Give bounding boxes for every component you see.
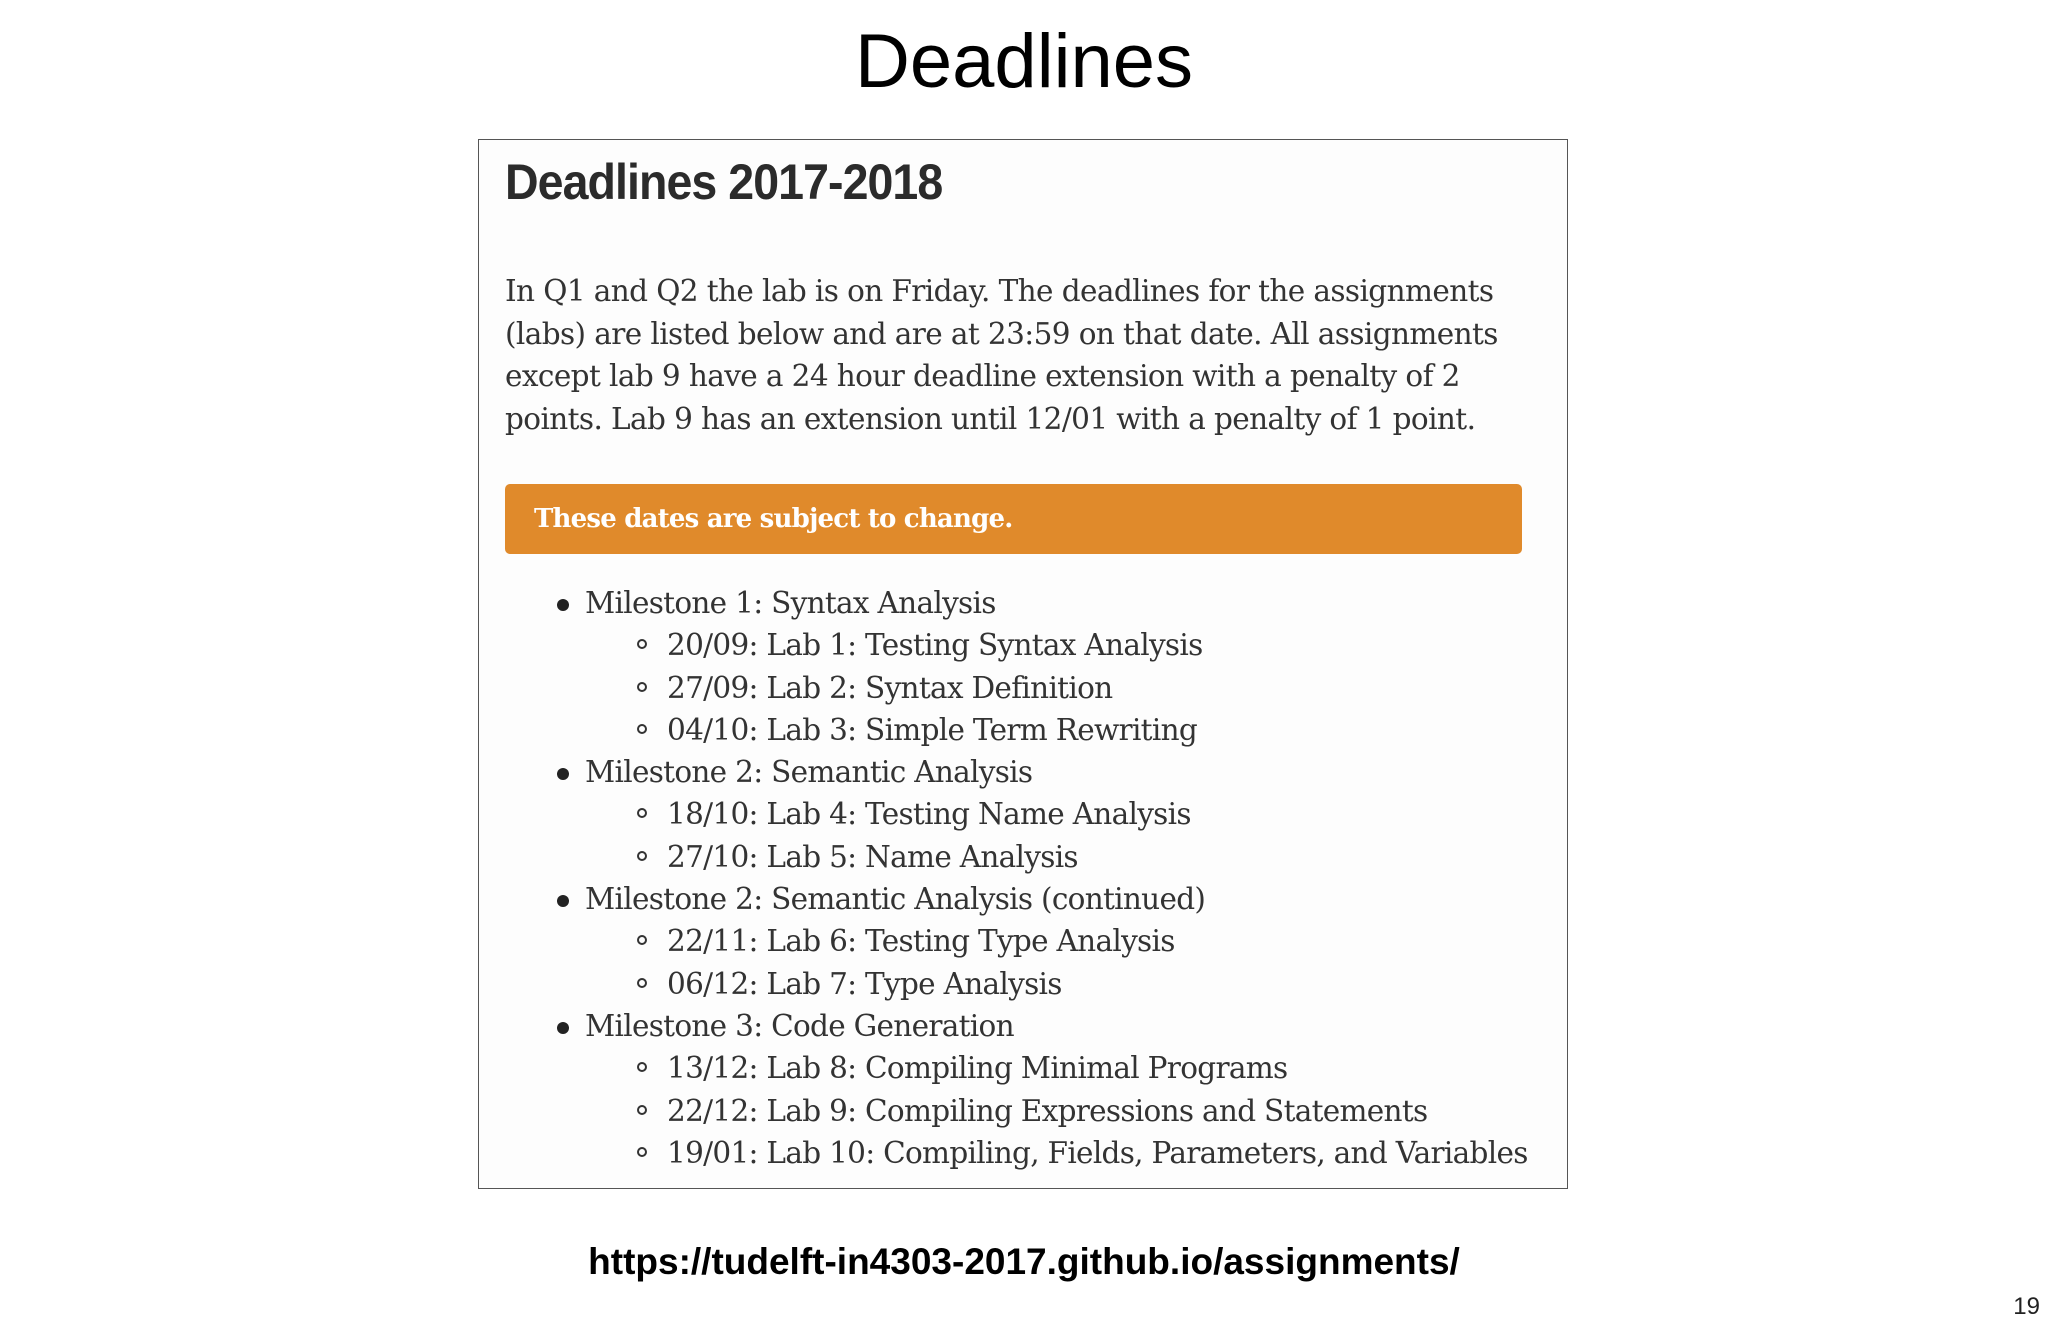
- lab-item: [585, 920, 1555, 962]
- lab-item: [585, 709, 1555, 751]
- milestone-item: [505, 1005, 1555, 1174]
- lab-list: [585, 624, 1555, 751]
- bullet-circle-icon: [637, 1147, 647, 1157]
- lab-item: [585, 667, 1555, 709]
- bullet-circle-icon: [637, 851, 647, 861]
- milestone-item: [505, 582, 1555, 751]
- lab-label: 19/01: Lab 10: Compiling, Fields, Parameters, and Variables: [667, 1135, 1528, 1170]
- lab-label: 04/10: Lab 3: Simple Term Rewriting: [667, 712, 1198, 747]
- lab-item: [585, 1090, 1555, 1132]
- lab-list: [585, 1047, 1555, 1174]
- lab-list: [585, 920, 1555, 1005]
- bullet-circle-icon: [637, 1062, 647, 1072]
- lab-item: [585, 836, 1555, 878]
- milestone-item: [505, 751, 1555, 878]
- lab-label: 27/10: Lab 5: Name Analysis: [667, 839, 1078, 874]
- milestone-label: Milestone 2: Semantic Analysis (continued): [585, 882, 1206, 917]
- lab-item: [585, 1132, 1555, 1174]
- lab-item: [585, 793, 1555, 835]
- lab-item: [585, 963, 1555, 1005]
- alert-banner: [505, 484, 1522, 554]
- bullet-circle-icon: [637, 724, 647, 734]
- lab-item: [585, 624, 1555, 666]
- lab-label: 06/12: Lab 7: Type Analysis: [667, 966, 1062, 1001]
- milestone-label: Milestone 3: Code Generation: [585, 1008, 1014, 1043]
- milestone-label: Milestone 2: Semantic Analysis: [585, 755, 1033, 790]
- lab-item: [585, 1047, 1555, 1089]
- bullet-disc-icon: [557, 1022, 569, 1034]
- page-number: 19: [2013, 1293, 2040, 1320]
- slide-title: Deadlines: [855, 19, 1193, 104]
- lab-label: 27/09: Lab 2: Syntax Definition: [667, 670, 1113, 705]
- bullet-circle-icon: [637, 808, 647, 818]
- bullet-disc-icon: [557, 895, 569, 907]
- bullet-circle-icon: [637, 1105, 647, 1115]
- lab-label: 13/12: Lab 8: Compiling Minimal Programs: [667, 1051, 1288, 1086]
- lab-label: 18/10: Lab 4: Testing Name Analysis: [667, 797, 1191, 832]
- milestone-label: Milestone 1: Syntax Analysis: [585, 586, 996, 620]
- page-heading: Deadlines 2017-2018: [505, 154, 943, 210]
- screenshot-frame: [478, 139, 1568, 1189]
- bullet-circle-icon: [637, 978, 647, 988]
- alert-text: These dates are subject to change.: [534, 504, 1013, 534]
- bullet-circle-icon: [637, 935, 647, 945]
- lab-label: 22/11: Lab 6: Testing Type Analysis: [667, 924, 1175, 959]
- lab-label: 20/09: Lab 1: Testing Syntax Analysis: [667, 628, 1203, 663]
- milestone-item: [505, 878, 1555, 1005]
- source-url: https://tudelft-in4303-2017.github.io/assignments/: [588, 1241, 1460, 1282]
- bullet-disc-icon: [557, 768, 569, 780]
- lab-list: [585, 793, 1555, 878]
- milestone-list: [505, 582, 1555, 1174]
- bullet-circle-icon: [637, 682, 647, 692]
- lab-label: 22/12: Lab 9: Compiling Expressions and Statements: [667, 1093, 1428, 1128]
- intro-paragraph: In Q1 and Q2 the lab is on Friday. The deadlines for the assignments (labs) are listed below and are at 23:59 on that date. All assignments except lab 9 have a 24 hour deadline extension with a penalty of 2 points. Lab 9 has an extension until 12/01 with a penalty of 1 point.: [505, 274, 1498, 436]
- bullet-disc-icon: [557, 599, 569, 611]
- bullet-circle-icon: [637, 639, 647, 649]
